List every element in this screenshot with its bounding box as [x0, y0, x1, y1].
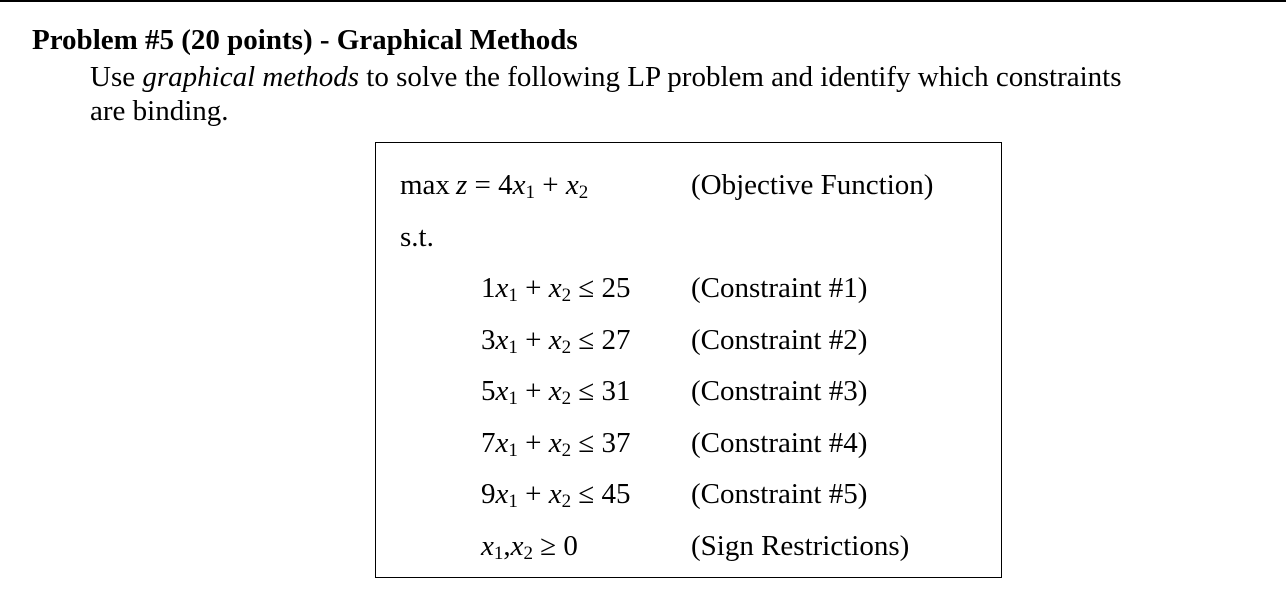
objective-x2: x	[565, 169, 579, 201]
instructions-emphasis: graphical methods	[142, 61, 360, 93]
problem-title: Problem #5 (20 points) - Graphical Methods	[32, 24, 578, 56]
constraint-rhs: 37	[601, 427, 631, 459]
constraint-label: (Constraint #4)	[691, 427, 868, 459]
constraint-x1-sub: 1	[508, 285, 518, 306]
objective-x1-sub: 1	[525, 182, 536, 203]
sign-restriction-label: (Sign Restrictions)	[691, 530, 910, 562]
constraint-operator: ≤	[571, 324, 602, 356]
instructions-line-2: are binding.	[90, 95, 229, 127]
sign-restriction-row	[376, 526, 1001, 566]
constraint-coef: 1	[481, 272, 496, 304]
constraint-row	[376, 474, 1001, 514]
constraint-x2: x	[548, 272, 562, 304]
sign-rhs: 0	[563, 530, 578, 562]
constraint-operator: ≤	[571, 375, 602, 407]
objective-coef: 4	[498, 169, 513, 201]
instructions-line-1	[90, 60, 1270, 94]
constraint-label: (Constraint #2)	[691, 324, 868, 356]
constraint-rhs: 25	[601, 272, 631, 304]
constraint-x1: x	[495, 272, 509, 304]
constraint-expression	[481, 320, 631, 360]
constraint-x1: x	[495, 478, 509, 510]
constraint-x1-sub: 1	[508, 337, 518, 358]
sign-restriction-expression	[481, 526, 578, 566]
objective-x1: x	[512, 169, 526, 201]
constraint-expression	[481, 474, 631, 514]
constraint-x1-sub: 1	[508, 388, 518, 409]
objective-var: z	[456, 169, 468, 201]
instructions	[90, 60, 1270, 128]
constraint-label: (Constraint #5)	[691, 478, 868, 510]
constraint-rhs: 27	[601, 324, 631, 356]
constraint-x2-sub: 2	[561, 491, 572, 512]
constraint-coef: 3	[481, 324, 496, 356]
constraint-x1: x	[495, 375, 509, 407]
constraint-x2-sub: 2	[561, 285, 572, 306]
constraint-plus: +	[517, 427, 549, 459]
objective-plus: +	[535, 169, 566, 201]
constraint-rhs: 45	[601, 478, 631, 510]
constraint-plus: +	[517, 375, 549, 407]
constraint-plus: +	[517, 324, 549, 356]
constraint-operator: ≤	[571, 427, 602, 459]
objective-x2-sub: 2	[578, 182, 589, 203]
constraint-x2-sub: 2	[561, 388, 572, 409]
sign-x1: x	[481, 530, 494, 562]
top-divider	[0, 0, 1286, 2]
subject-to-row	[376, 217, 1001, 257]
constraint-row	[376, 320, 1001, 360]
constraint-expression	[481, 371, 631, 411]
objective-label: (Objective Function)	[691, 169, 934, 201]
constraint-x1: x	[495, 427, 509, 459]
constraint-x1: x	[495, 324, 509, 356]
constraint-coef: 7	[481, 427, 496, 459]
objective-row	[376, 165, 1001, 205]
constraint-coef: 9	[481, 478, 496, 510]
constraint-label: (Constraint #3)	[691, 375, 868, 407]
instructions-text-start: Use	[90, 61, 143, 93]
constraint-x2: x	[548, 427, 562, 459]
objective-keyword: max	[400, 169, 450, 201]
constraint-x2: x	[548, 324, 562, 356]
sign-x1-sub: 1	[493, 543, 504, 564]
constraint-expression	[481, 268, 631, 308]
sign-x2-sub: 2	[523, 543, 533, 564]
constraint-operator: ≤	[571, 478, 602, 510]
constraint-x2: x	[548, 478, 562, 510]
objective-eq: =	[467, 169, 499, 201]
constraint-expression	[481, 423, 631, 463]
constraint-plus: +	[517, 272, 549, 304]
sign-comma: ,	[503, 530, 511, 562]
constraint-coef: 5	[481, 375, 496, 407]
constraint-plus: +	[517, 478, 549, 510]
constraint-x1-sub: 1	[508, 440, 518, 461]
constraint-row	[376, 423, 1001, 463]
subject-to-label: s.t.	[400, 221, 434, 253]
constraint-row	[376, 268, 1001, 308]
lp-formulation-box	[375, 142, 1002, 578]
constraint-x1-sub: 1	[508, 491, 518, 512]
constraint-x2-sub: 2	[561, 440, 572, 461]
constraint-label: (Constraint #1)	[691, 272, 868, 304]
sign-x2: x	[510, 530, 524, 562]
objective-expression	[456, 165, 588, 205]
sign-operator: ≥	[533, 530, 564, 562]
constraint-row	[376, 371, 1001, 411]
constraint-rhs: 31	[601, 375, 631, 407]
instructions-text-end: to solve the following LP problem and identify which constraints	[359, 61, 1122, 93]
constraint-x2: x	[548, 375, 562, 407]
constraint-x2-sub: 2	[561, 337, 572, 358]
constraint-operator: ≤	[571, 272, 602, 304]
